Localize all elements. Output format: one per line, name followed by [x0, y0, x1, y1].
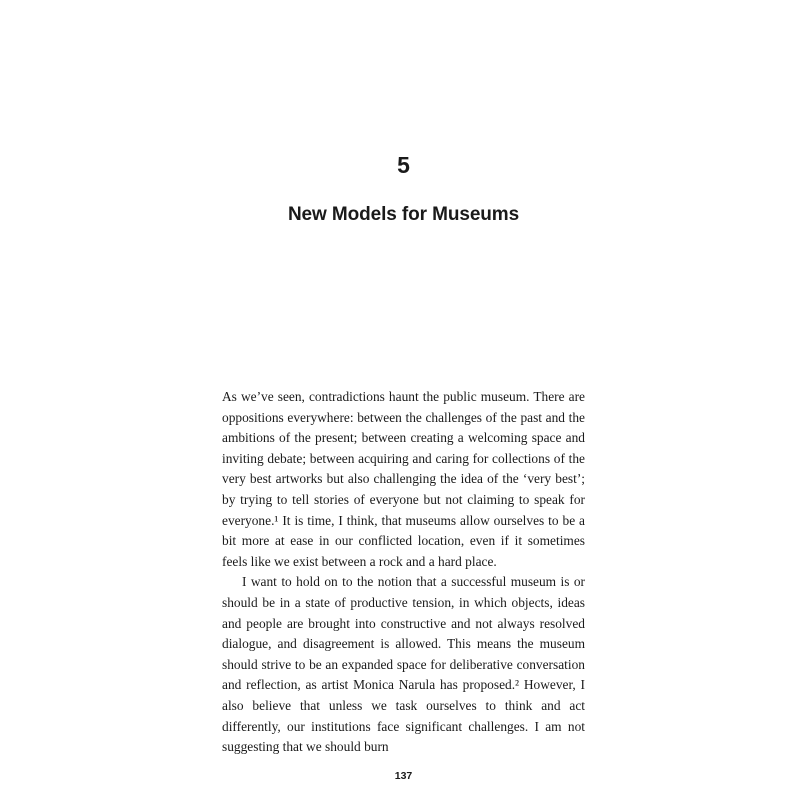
page-number: 137: [394, 770, 413, 782]
paragraph-2: I want to hold on to the notion that a successful museum is or should be in a state of productive tension, in which objects, ideas and people are brought into constructive and not always resolved dialogue, and disagreement is allowed. This means the museum should strive to be an expanded space for deliberative conversation and reflection, as artist Monica Narula has proposed.² However, I also believe that unless we task ourselves to think and act differently, our institutions face significant challenges. I am not suggesting that we should burn: [222, 574, 585, 755]
chapter-number: 5: [397, 152, 410, 178]
chapter-title: New Models for Museums: [287, 204, 520, 225]
body-text: [222, 387, 585, 758]
paragraph-1: As we’ve seen, contradictions haunt the public museum. There are oppositions everywhere: between the challenges of the past and the ambitions of the present; between creating a welcoming space and inviting debate; between acquiring and caring for collections of the very best artworks but also challenging the idea of the ‘very best’; by trying to tell stories of everyone but not claiming to speak for everyone.¹ It is time, I think, that museums allow ourselves to be a bit more at ease in our conflicted location, even if it sometimes feels like we exist between a rock and a hard place.: [222, 389, 585, 569]
